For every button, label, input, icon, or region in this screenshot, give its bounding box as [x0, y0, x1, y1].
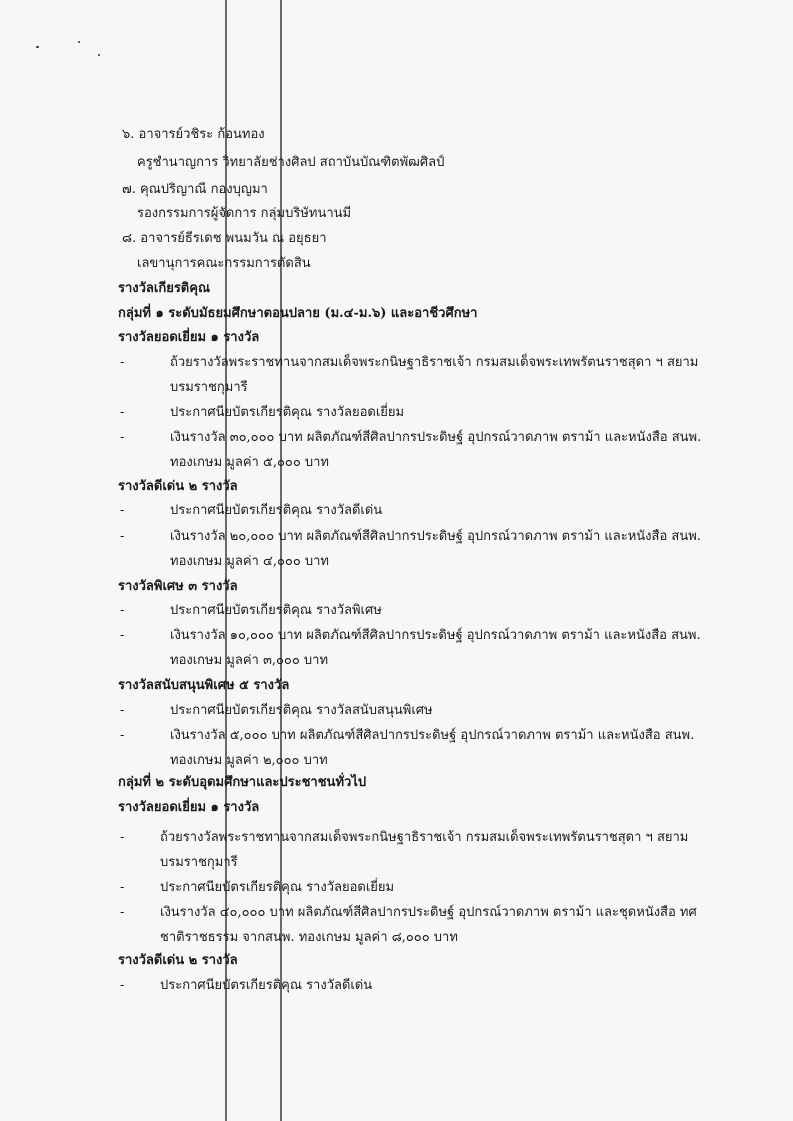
award-heading: รางวัลพิเศษ ๓ รางวัล	[118, 579, 238, 594]
award-item: ประกาศนียบัตรเกียรติคุณ รางวัลยอดเยี่ยม	[170, 405, 405, 420]
award-item: ทองเกษม มูลค่า ๕,๐๐๐ บาท	[170, 455, 330, 470]
award-heading: รางวัลยอดเยี่ยม ๑ รางวัล	[118, 330, 260, 345]
committee-member-title: รองกรรมการผู้จัดการ กลุ่มบริษัทนานมี	[137, 206, 352, 221]
award-item: ถ้วยรางวัลพระราชทานจากสมเด็จพระกนิษฐาธิราชเจ้า กรมสมเด็จพระเทพรัตนราชสุดา ฯ สยาม	[160, 830, 689, 845]
award-item: ทองเกษม มูลค่า ๒,๐๐๐ บาท	[170, 753, 328, 768]
award-item: ทองเกษม มูลค่า ๔,๐๐๐ บาท	[170, 554, 330, 569]
scan-speck	[98, 54, 100, 56]
bullet-dash: -	[120, 728, 125, 743]
section-title: รางวัลเกียรติคุณ	[118, 281, 211, 296]
bullet-dash: -	[120, 978, 125, 993]
group-heading: กลุ่มที่ ๒ ระดับอุดมศึกษาและประชาชนทั่วไป	[118, 775, 367, 790]
bullet-dash: -	[120, 703, 125, 718]
award-item: บรมราชกุมารี	[160, 855, 238, 870]
award-heading: รางวัลดีเด่น ๒ รางวัล	[118, 479, 238, 494]
committee-member-name: ๖. อาจารย์วชิระ ก้อนทอง	[122, 127, 265, 142]
award-item: เงินรางวัล ๕,๐๐๐ บาท ผลิตภัณฑ์สีศิลปากรประดิษฐ์ อุปกรณ์วาดภาพ ตราม้า และหนังสือ สนพ.	[170, 728, 695, 743]
bullet-dash: -	[120, 830, 125, 845]
bullet-dash: -	[120, 603, 125, 618]
award-item: เงินรางวัล ๔๐,๐๐๐ บาท ผลิตภัณฑ์สีศิลปากรประดิษฐ์ อุปกรณ์วาดภาพ ตราม้า และชุดหนังสือ ทศ	[160, 905, 697, 920]
award-heading: รางวัลยอดเยี่ยม ๑ รางวัล	[118, 800, 260, 815]
award-item: ถ้วยรางวัลพระราชทานจากสมเด็จพระกนิษฐาธิราชเจ้า กรมสมเด็จพระเทพรัตนราชสุดา ฯ สยาม	[170, 355, 699, 370]
bullet-dash: -	[120, 628, 125, 643]
bullet-dash: -	[120, 880, 125, 895]
award-heading: รางวัลสนับสนุนพิเศษ ๕ รางวัล	[118, 678, 290, 693]
committee-member-title: เลขานุการคณะกรรมการตัดสิน	[137, 256, 311, 271]
bullet-dash: -	[120, 905, 125, 920]
bullet-dash: -	[120, 529, 125, 544]
award-item: ทองเกษม มูลค่า ๓,๐๐๐ บาท	[170, 653, 329, 668]
award-item: ประกาศนียบัตรเกียรติคุณ รางวัลยอดเยี่ยม	[160, 880, 395, 895]
committee-member-title: ครูชำนาญการ วิทยาลัยช่างศิลป สถาบันบัณฑิตพัฒศิลป์	[137, 155, 445, 170]
award-item: เงินรางวัล ๓๐,๐๐๐ บาท ผลิตภัณฑ์สีศิลปากรประดิษฐ์ อุปกรณ์วาดภาพ ตราม้า และหนังสือ สนพ.	[170, 430, 702, 445]
bullet-dash: -	[120, 503, 125, 518]
bullet-dash: -	[120, 355, 125, 370]
group-heading: กลุ่มที่ ๑ ระดับมัธยมศึกษาตอนปลาย (ม.๔-ม.๖) และอาชีวศึกษา	[118, 306, 478, 321]
award-item: บรมราชกุมารี	[170, 380, 248, 395]
award-item: ประกาศนียบัตรเกียรติคุณ รางวัลดีเด่น	[160, 978, 373, 993]
award-item: ประกาศนียบัตรเกียรติคุณ รางวัลสนับสนุนพิเศษ	[170, 703, 433, 718]
scan-speck	[36, 46, 39, 48]
award-item: เงินรางวัล ๑๐,๐๐๐ บาท ผลิตภัณฑ์สีศิลปากรประดิษฐ์ อุปกรณ์วาดภาพ ตราม้า และหนังสือ สนพ.	[170, 628, 701, 643]
award-item: ชาติราชธรรม จากสนพ. ทองเกษม มูลค่า ๘,๐๐๐ บาท	[160, 930, 458, 945]
committee-member-name: ๗. คุณปริญาณี กองบุญมา	[122, 182, 268, 197]
committee-member-name: ๘. อาจารย์ธีรเดช พนมวัน ณ อยุธยา	[122, 231, 327, 246]
award-item: เงินรางวัล ๒๐,๐๐๐ บาท ผลิตภัณฑ์สีศิลปากรประดิษฐ์ อุปกรณ์วาดภาพ ตราม้า และหนังสือ สนพ.	[170, 529, 701, 544]
award-item: ประกาศนียบัตรเกียรติคุณ รางวัลดีเด่น	[170, 503, 383, 518]
award-heading: รางวัลดีเด่น ๒ รางวัล	[118, 953, 238, 968]
scan-speck	[78, 41, 80, 43]
award-item: ประกาศนียบัตรเกียรติคุณ รางวัลพิเศษ	[170, 603, 382, 618]
bullet-dash: -	[120, 405, 125, 420]
bullet-dash: -	[120, 430, 125, 445]
